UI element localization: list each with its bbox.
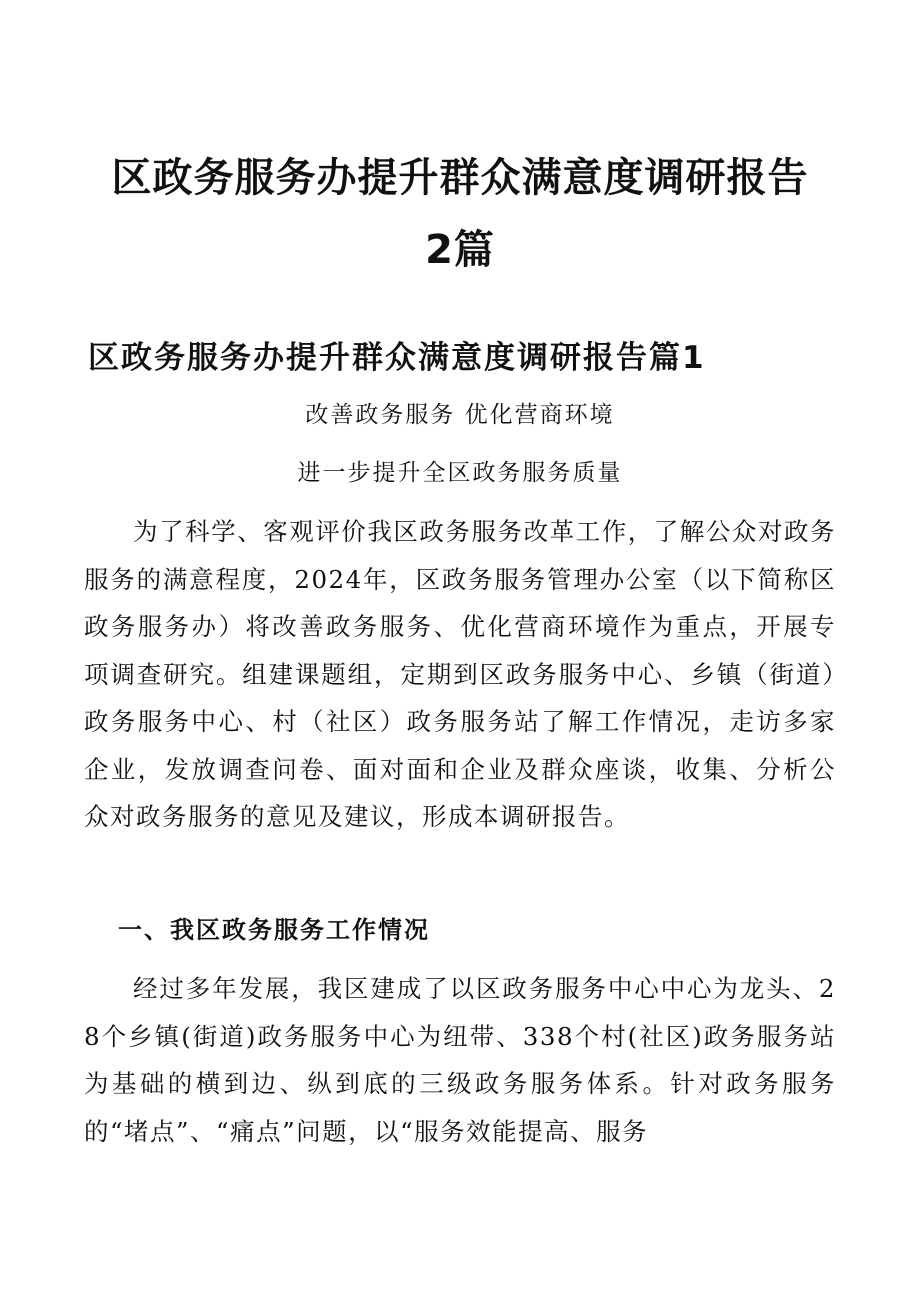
body-paragraph-2: 经过多年发展，我区建成了以区政务服务中心中心为龙头、28个乡镇(街道)政务服务中心为纽带、338个村(社区)政务服务站为基础的横到边、纵到底的三级政务服务体系。针对政务服务的“堵点”、“痛点”问题，以“服务效能提高、服务	[84, 974, 836, 1146]
document-title-line-1: 区政务服务办提升群众满意度调研报告	[111, 155, 809, 201]
section-heading-1: 一、我区政务服务工作情况	[118, 916, 430, 944]
document-title-line-2: 2篇	[425, 227, 495, 273]
subtitle-1: 改善政务服务 优化营商环境	[305, 402, 615, 428]
subtitle-2: 进一步提升全区政务服务质量	[297, 460, 623, 486]
section-title: 区政务服务办提升群众满意度调研报告篇1	[88, 340, 706, 376]
body-paragraph-1: 为了科学、客观评价我区政务服务改革工作，了解公众对政务服务的满意程度，2024年，区政务服务管理办公室（以下简称区政务服务办）将改善政务服务、优化营商环境作为重点，开展专项调查研究。组建课题组，定期到区政务服务中心、乡镇（街道）政务服务中心、村（社区）政务服务站了解工作情况，走访多家企业，发放调查问卷、面对面和企业及群众座谈，收集、分析公众对政务服务的意见及建议，形成本调研报告。	[84, 517, 836, 831]
